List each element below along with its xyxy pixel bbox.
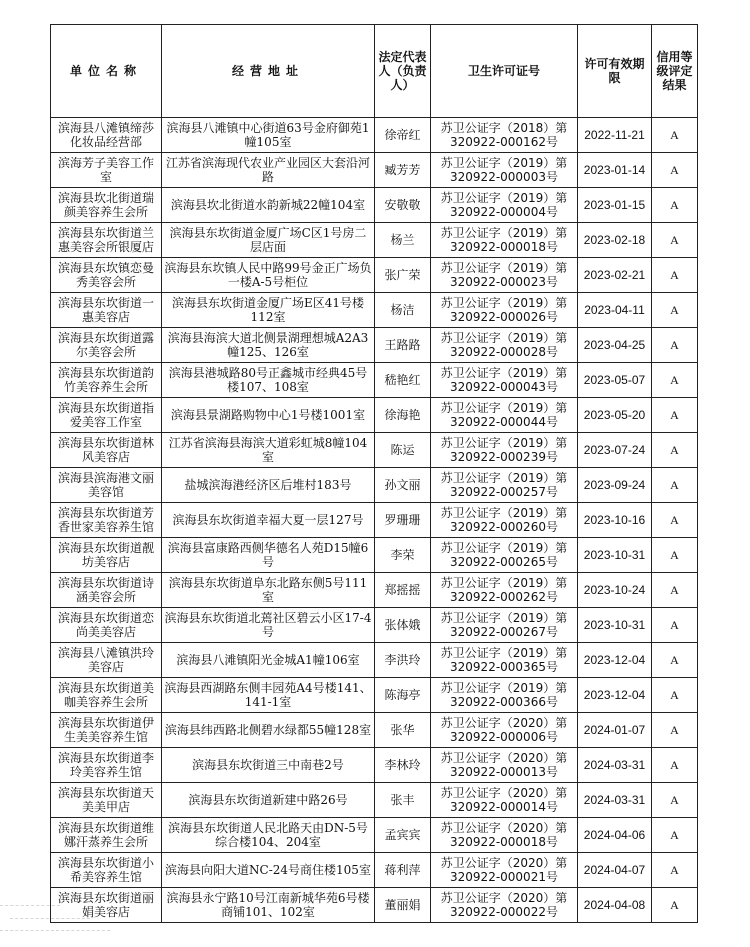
cell-credit-grade: A [652,468,698,503]
cell-unit-name: 滨海县东坎街道维娜汗蒸养生会所 [51,818,162,853]
cell-representative: 张华 [375,713,431,748]
cell-representative: 李洪玲 [375,643,431,678]
cell-representative: 蒋利萍 [375,853,431,888]
cell-representative: 陈运 [375,433,431,468]
cell-address: 滨海县西湖路东侧丰园苑A4号楼141、141-1室 [162,678,375,713]
cell-credit-grade: A [652,608,698,643]
cell-valid-until: 2024-01-07 [578,713,652,748]
cell-unit-name: 滨海县东坎街道恋尚美美容店 [51,608,162,643]
cell-license-number: 苏卫公证字（2019）第320922-000018号 [431,223,578,258]
cell-valid-until: 2023-01-14 [578,153,652,188]
cell-address: 滨海县纬西路北侧碧水绿都55幢128室 [162,713,375,748]
cell-valid-until: 2023-05-07 [578,363,652,398]
cell-valid-until: 2023-10-16 [578,503,652,538]
cell-license-number: 苏卫公证字（2019）第320922-000028号 [431,328,578,363]
cell-valid-until: 2023-12-04 [578,678,652,713]
cell-license-number: 苏卫公证字（2019）第320922-000239号 [431,433,578,468]
scan-artifact-line [0,930,110,931]
cell-valid-until: 2024-04-08 [578,888,652,923]
cell-license-number: 苏卫公证字（2020）第320922-000021号 [431,853,578,888]
cell-credit-grade: A [652,188,698,223]
cell-valid-until: 2022-11-21 [578,118,652,153]
cell-unit-name: 滨海县坎北街道瑞颜美容养生会所 [51,188,162,223]
cell-representative: 孙文丽 [375,468,431,503]
cell-credit-grade: A [652,748,698,783]
header-valid: 许可有效期限 [578,25,652,118]
cell-representative: 王路路 [375,328,431,363]
header-address: 经营地址 [162,25,375,118]
cell-address: 滨海县东坎街道三中南巷2号 [162,748,375,783]
table-row [51,293,698,328]
cell-unit-name: 滨海县东坎街道林风美容店 [51,433,162,468]
cell-address: 滨海县富康路西侧华德名人苑D15幢6号 [162,538,375,573]
cell-valid-until: 2023-10-31 [578,608,652,643]
cell-unit-name: 滨海县东坎街道韵竹美容养生会所 [51,363,162,398]
cell-license-number: 苏卫公证字（2020）第320922-000014号 [431,783,578,818]
cell-unit-name: 滨海县八滩镇缔莎化妆品经营部 [51,118,162,153]
cell-valid-until: 2023-10-24 [578,573,652,608]
header-license: 卫生许可证号 [431,25,578,118]
cell-license-number: 苏卫公证字（2020）第320922-000018号 [431,818,578,853]
cell-unit-name: 滨海县滨海港文丽美容馆 [51,468,162,503]
cell-representative: 张丰 [375,783,431,818]
cell-valid-until: 2024-04-06 [578,818,652,853]
cell-credit-grade: A [652,713,698,748]
cell-unit-name: 滨海县东坎街道靓坊美容店 [51,538,162,573]
header-name: 单位名称 [51,25,162,118]
cell-license-number: 苏卫公证字（2019）第320922-000260号 [431,503,578,538]
cell-representative: 陈海亭 [375,678,431,713]
cell-license-number: 苏卫公证字（2020）第320922-000006号 [431,713,578,748]
cell-representative: 孟宾宾 [375,818,431,853]
cell-valid-until: 2023-02-21 [578,258,652,293]
cell-license-number: 苏卫公证字（2019）第320922-000026号 [431,293,578,328]
cell-unit-name: 滨海县东坎街道诗涵美容会所 [51,573,162,608]
cell-unit-name: 滨海县东坎街道伊生美美容养生馆 [51,713,162,748]
table-row [51,538,698,573]
cell-credit-grade: A [652,223,698,258]
table-row [51,783,698,818]
cell-license-number: 苏卫公证字（2019）第320922-000366号 [431,678,578,713]
cell-address: 滨海县东坎街道幸福大夏一层127号 [162,503,375,538]
cell-address: 滨海县向阳大道NC-24号商住楼105室 [162,853,375,888]
cell-unit-name: 滨海县东坎街道一惠美容店 [51,293,162,328]
cell-address: 滨海县坎北街道水韵新城22幢104室 [162,188,375,223]
table-row [51,118,698,153]
cell-unit-name: 滨海县东坎街道美咖美容养生会所 [51,678,162,713]
cell-address: 江苏省滨海现代农业产业园区大套沿河路 [162,153,375,188]
cell-license-number: 苏卫公证字（2019）第320922-000262号 [431,573,578,608]
cell-credit-grade: A [652,328,698,363]
cell-license-number: 苏卫公证字（2019）第320922-000265号 [431,538,578,573]
cell-representative: 嵇艳红 [375,363,431,398]
cell-representative: 臧芳芳 [375,153,431,188]
table-row [51,643,698,678]
cell-credit-grade: A [652,818,698,853]
cell-address: 滨海县东坎街道阜东北路东侧5号111室 [162,573,375,608]
cell-unit-name: 滨海县东坎街道兰惠美容会所银厦店 [51,223,162,258]
cell-unit-name: 滨海芳子美容工作室 [51,153,162,188]
cell-credit-grade: A [652,398,698,433]
cell-address: 滨海县东坎街道金厦广场C区1号房二层店面 [162,223,375,258]
cell-valid-until: 2024-04-07 [578,853,652,888]
license-credit-table [50,24,698,923]
table-row [51,888,698,923]
cell-valid-until: 2023-02-18 [578,223,652,258]
cell-valid-until: 2024-03-31 [578,748,652,783]
table-row [51,573,698,608]
cell-license-number: 苏卫公证字（2020）第320922-000022号 [431,888,578,923]
cell-representative: 罗珊珊 [375,503,431,538]
cell-credit-grade: A [652,573,698,608]
table-header-row [51,25,698,118]
cell-credit-grade: A [652,888,698,923]
cell-representative: 李荣 [375,538,431,573]
cell-unit-name: 滨海县东坎街道李玲美容养生馆 [51,748,162,783]
cell-unit-name: 滨海县八滩镇洪玲美容店 [51,643,162,678]
cell-credit-grade: A [652,258,698,293]
cell-address: 滨海县八滩镇阳光金城A1幢106室 [162,643,375,678]
cell-unit-name: 滨海县东坎街道天美美甲店 [51,783,162,818]
cell-license-number: 苏卫公证字（2019）第320922-000044号 [431,398,578,433]
table-row [51,748,698,783]
cell-valid-until: 2023-04-11 [578,293,652,328]
cell-representative: 杨洁 [375,293,431,328]
cell-unit-name: 滨海县东坎街道芳香世家美容养生馆 [51,503,162,538]
cell-credit-grade: A [652,433,698,468]
cell-unit-name: 滨海县东坎街道小希美容养生馆 [51,853,162,888]
cell-representative: 安敬敬 [375,188,431,223]
cell-address: 滨海县港城路80号正鑫城市经典45号楼107、108室 [162,363,375,398]
table-row [51,153,698,188]
table-row [51,328,698,363]
table-row [51,188,698,223]
cell-unit-name: 滨海县东坎镇恋曼秀美容会所 [51,258,162,293]
cell-address: 滨海县海滨大道北侧景湖理想城A2A3幢125、126室 [162,328,375,363]
cell-representative: 张体娥 [375,608,431,643]
cell-representative: 郑摇摇 [375,573,431,608]
header-rep: 法定代表人（负责人） [375,25,431,118]
cell-credit-grade: A [652,503,698,538]
cell-representative: 杨兰 [375,223,431,258]
table-row [51,433,698,468]
table-row [51,223,698,258]
cell-license-number: 苏卫公证字（2019）第320922-000043号 [431,363,578,398]
cell-address: 江苏省滨海县海滨大道彩虹城8幢104室 [162,433,375,468]
cell-unit-name: 滨海县东坎街道丽娟美容店 [51,888,162,923]
cell-valid-until: 2023-04-25 [578,328,652,363]
cell-license-number: 苏卫公证字（2018）第320922-000162号 [431,118,578,153]
table-row [51,678,698,713]
table-row [51,503,698,538]
cell-address: 盐城滨海港经济区后堆村183号 [162,468,375,503]
cell-valid-until: 2024-03-31 [578,783,652,818]
cell-credit-grade: A [652,783,698,818]
cell-valid-until: 2023-10-31 [578,538,652,573]
table-row [51,713,698,748]
cell-license-number: 苏卫公证字（2019）第320922-000257号 [431,468,578,503]
cell-valid-until: 2023-01-15 [578,188,652,223]
cell-address: 滨海县东坎街道金厦广场E区41号楼112室 [162,293,375,328]
cell-credit-grade: A [652,853,698,888]
cell-credit-grade: A [652,643,698,678]
cell-credit-grade: A [652,538,698,573]
cell-representative: 徐帝红 [375,118,431,153]
cell-license-number: 苏卫公证字（2019）第320922-000365号 [431,643,578,678]
cell-address: 滨海县东坎街道新建中路26号 [162,783,375,818]
table-row [51,853,698,888]
cell-license-number: 苏卫公证字（2019）第320922-000267号 [431,608,578,643]
table-row [51,398,698,433]
cell-address: 滨海县八滩镇中心街道63号金府御苑1幢105室 [162,118,375,153]
cell-valid-until: 2023-07-24 [578,433,652,468]
cell-unit-name: 滨海县东坎街道露尔美容会所 [51,328,162,363]
cell-credit-grade: A [652,363,698,398]
table-row [51,818,698,853]
cell-valid-until: 2023-09-24 [578,468,652,503]
cell-credit-grade: A [652,678,698,713]
table-row [51,468,698,503]
cell-address: 滨海县东坎街道北蔫社区碧云小区17-4号 [162,608,375,643]
cell-license-number: 苏卫公证字（2019）第320922-000003号 [431,153,578,188]
cell-credit-grade: A [652,293,698,328]
cell-license-number: 苏卫公证字（2019）第320922-000023号 [431,258,578,293]
cell-representative: 张广荣 [375,258,431,293]
cell-representative: 徐海艳 [375,398,431,433]
cell-valid-until: 2023-12-04 [578,643,652,678]
header-grade: 信用等级评定结果 [652,25,698,118]
cell-address: 滨海县永宁路10号江南新城华苑6号楼商铺101、102室 [162,888,375,923]
table-row [51,608,698,643]
cell-address: 滨海县东坎镇人民中路99号金正广场负一楼A-5号柜位 [162,258,375,293]
cell-representative: 李林玲 [375,748,431,783]
cell-credit-grade: A [652,118,698,153]
cell-license-number: 苏卫公证字（2019）第320922-000004号 [431,188,578,223]
cell-valid-until: 2023-05-20 [578,398,652,433]
table-row [51,363,698,398]
table-row [51,258,698,293]
cell-address: 滨海县景湖路购物中心1号楼1001室 [162,398,375,433]
cell-address: 滨海县东坎街道人民北路天由DN-5号综合楼104、204室 [162,818,375,853]
cell-credit-grade: A [652,153,698,188]
cell-license-number: 苏卫公证字（2020）第320922-000013号 [431,748,578,783]
cell-representative: 董丽娟 [375,888,431,923]
cell-unit-name: 滨海县东坎街道指爱美容工作室 [51,398,162,433]
